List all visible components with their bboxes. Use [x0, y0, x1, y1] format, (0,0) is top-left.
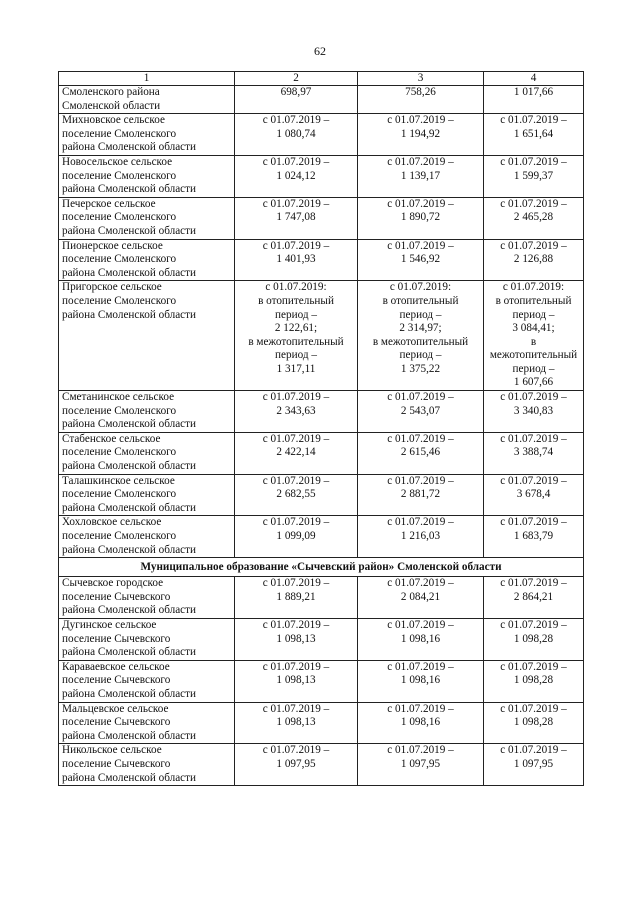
- tariff-col-3-line: с 01.07.2019 –: [387, 577, 454, 590]
- tariff-col-3: [358, 432, 484, 474]
- settlement-name-line: района Смоленской области: [62, 771, 197, 784]
- tariff-col-3-line: 1 194,92: [400, 127, 441, 140]
- settlement-name-line: района Смоленской области: [62, 646, 197, 659]
- tariff-col-2-line: 1 889,21: [276, 590, 316, 603]
- table-row: [59, 197, 584, 239]
- settlement-name-line: Караваевское сельское: [62, 660, 170, 673]
- settlement-name-line: поселение Смоленского: [62, 446, 177, 459]
- table-row: [59, 516, 584, 558]
- tariff-col-3: [358, 577, 484, 619]
- tariff-col-3: [358, 155, 484, 197]
- tariff-col-2-line: 1 080,74: [276, 127, 316, 140]
- tariff-col-3: [358, 281, 484, 391]
- tariff-col-4-line: 1 098,28: [513, 632, 554, 645]
- tariff-col-4: [484, 577, 584, 619]
- tariff-col-2: [235, 281, 358, 391]
- table-row: [59, 239, 584, 281]
- tariff-col-3-line: с 01.07.2019 –: [387, 239, 454, 252]
- settlement-name-line: Смоленской области: [62, 99, 161, 112]
- settlement-name-line: Дугинское сельское: [62, 618, 157, 631]
- tariff-col-2: [235, 155, 358, 197]
- tariff-col-3-line: 1 098,16: [400, 674, 441, 687]
- column-number: 3: [358, 72, 484, 86]
- tariff-col-3-line: с 01.07.2019 –: [387, 197, 454, 210]
- settlement-name-line: Новосельское сельское: [62, 155, 173, 168]
- tariff-col-4: [484, 618, 584, 660]
- settlement-name-line: Никольское сельское: [62, 744, 162, 757]
- tariff-col-2-line: 1 317,11: [276, 362, 316, 375]
- tariff-col-4-line: с 01.07.2019:: [502, 281, 565, 294]
- tariff-col-4-line: 2 864,21: [513, 590, 554, 603]
- tariff-col-3: [358, 660, 484, 702]
- settlement-name-line: Хохловское сельское: [62, 516, 162, 529]
- tariff-col-4-line: с 01.07.2019 –: [500, 516, 567, 529]
- settlement-name: [59, 432, 235, 474]
- tariff-table: [58, 71, 584, 786]
- tariff-col-4: [484, 744, 584, 786]
- tariff-col-4-line: 3 340,83: [513, 404, 554, 417]
- tariff-col-2-line: с 01.07.2019 –: [262, 660, 330, 673]
- tariff-col-4-line: 1 599,37: [513, 169, 554, 182]
- tariff-col-2-line: с 01.07.2019 –: [262, 618, 330, 631]
- tariff-col-2-line: с 01.07.2019 –: [262, 391, 330, 404]
- settlement-name-line: района Смоленской области: [62, 543, 197, 556]
- tariff-col-2-line: с 01.07.2019:: [265, 281, 327, 294]
- settlement-name: [59, 239, 235, 281]
- settlement-name-line: района Смоленской области: [62, 266, 197, 279]
- tariff-col-4-line: с 01.07.2019 –: [500, 702, 567, 715]
- settlement-name-line: поселение Сычевского: [62, 632, 171, 645]
- tariff-col-3-line: 2 543,07: [400, 404, 441, 417]
- tariff-col-3-line: 1 546,92: [400, 253, 441, 266]
- table-row: [59, 660, 584, 702]
- tariff-col-2-line: 1 747,08: [276, 211, 316, 224]
- tariff-col-3: [358, 516, 484, 558]
- settlement-name-line: поселение Смоленского: [62, 530, 177, 542]
- settlement-name-line: района Смоленской области: [62, 308, 197, 321]
- tariff-col-3: [358, 702, 484, 744]
- tariff-col-3-line: с 01.07.2019:: [389, 281, 452, 294]
- tariff-col-4-line: с 01.07.2019 –: [500, 474, 567, 487]
- settlement-name: [59, 618, 235, 660]
- section-title: Муниципальное образование «Сычевский район» Смоленской области: [59, 558, 584, 577]
- tariff-col-3-line: в отопительный: [382, 294, 459, 307]
- settlement-name-line: района Смоленской области: [62, 501, 197, 514]
- settlement-name-line: поселение Смоленского: [62, 211, 177, 224]
- tariff-col-2-line: с 01.07.2019 –: [262, 432, 330, 445]
- tariff-col-4-line: 1 607,66: [513, 376, 554, 389]
- tariff-col-2-line: 2 343,63: [276, 404, 316, 417]
- tariff-col-3-line: 2 615,46: [400, 446, 441, 459]
- table-row: [59, 114, 584, 156]
- tariff-col-4-line: 1 017,66: [513, 86, 554, 98]
- tariff-col-2: [235, 391, 358, 433]
- tariff-col-4: [484, 432, 584, 474]
- tariff-col-2-line: 1 098,13: [276, 674, 316, 687]
- settlement-name-line: Михновское сельское: [62, 114, 165, 127]
- tariff-col-3-line: в межотопительный: [372, 335, 469, 348]
- page-number: 62: [314, 44, 326, 58]
- tariff-col-2: [235, 197, 358, 239]
- tariff-col-4-line: 1 097,95: [513, 757, 554, 770]
- settlement-name-line: поселение Сычевского: [62, 590, 171, 603]
- tariff-col-4: [484, 114, 584, 156]
- tariff-col-4: [484, 474, 584, 516]
- tariff-col-4-line: период –: [512, 362, 555, 375]
- table-row: [59, 391, 584, 433]
- settlement-name: [59, 281, 235, 391]
- tariff-col-4-line: 1 098,28: [513, 674, 554, 687]
- settlement-name-line: поселение Смоленского: [62, 488, 177, 501]
- tariff-col-4-line: с 01.07.2019 –: [500, 577, 567, 590]
- tariff-col-3-line: период –: [399, 349, 442, 362]
- tariff-col-3: [358, 86, 484, 114]
- tariff-col-2-line: с 01.07.2019 –: [262, 516, 330, 529]
- settlement-name-line: Смоленского района: [62, 86, 160, 98]
- tariff-col-3-line: 1 098,16: [400, 632, 441, 645]
- tariff-col-3-line: 1 375,22: [400, 362, 441, 375]
- tariff-col-3-line: 758,26: [405, 86, 436, 98]
- tariff-col-3-line: 2 084,21: [400, 590, 441, 603]
- settlement-name-line: Печерское сельское: [62, 197, 156, 210]
- tariff-col-3-line: 1 097,95: [400, 757, 441, 770]
- settlement-name: [59, 516, 235, 558]
- settlement-name-line: поселение Смоленского: [62, 169, 177, 182]
- tariff-col-2: [235, 239, 358, 281]
- settlement-name-line: поселение Сычевского: [62, 757, 171, 770]
- settlement-name-line: Пионерское сельское: [62, 239, 163, 252]
- tariff-col-2-line: период –: [275, 349, 317, 362]
- tariff-col-3-line: с 01.07.2019 –: [387, 744, 454, 757]
- settlement-name-line: Пригорское сельское: [62, 281, 162, 294]
- tariff-col-2: [235, 702, 358, 744]
- settlement-name-line: района Смоленской области: [62, 183, 197, 196]
- settlement-name: [59, 86, 235, 114]
- tariff-col-2: [235, 114, 358, 156]
- tariff-col-3: [358, 618, 484, 660]
- tariff-col-2-line: с 01.07.2019 –: [262, 155, 330, 168]
- tariff-col-3: [358, 744, 484, 786]
- tariff-col-3-line: с 01.07.2019 –: [387, 702, 454, 715]
- tariff-col-3: [358, 391, 484, 433]
- tariff-col-3-line: с 01.07.2019 –: [387, 660, 454, 673]
- tariff-col-4-line: 1 683,79: [513, 530, 554, 542]
- tariff-col-3-line: 1 098,16: [400, 716, 441, 729]
- settlement-name-line: района Смоленской области: [62, 460, 197, 473]
- settlement-name: [59, 577, 235, 619]
- tariff-col-4-line: с 01.07.2019 –: [500, 432, 567, 445]
- tariff-col-2-line: 1 098,13: [276, 716, 316, 729]
- tariff-col-2-line: 1 401,93: [276, 253, 316, 266]
- tariff-col-4-line: с 01.07.2019 –: [500, 239, 567, 252]
- tariff-col-4-line: 2 126,88: [513, 253, 554, 266]
- table-row: [59, 577, 584, 619]
- tariff-col-2-line: 1 024,12: [276, 169, 316, 182]
- tariff-col-3-line: с 01.07.2019 –: [387, 474, 454, 487]
- tariff-col-4: [484, 86, 584, 114]
- settlement-name-line: поселение Сычевского: [62, 716, 171, 729]
- tariff-col-2-line: в отопительный: [258, 294, 334, 307]
- settlement-name-line: поселение Смоленского: [62, 127, 177, 140]
- tariff-col-4-line: с 01.07.2019 –: [500, 618, 567, 631]
- tariff-col-3-line: с 01.07.2019 –: [387, 155, 454, 168]
- settlement-name: [59, 702, 235, 744]
- tariff-col-4: [484, 391, 584, 433]
- tariff-col-2: [235, 86, 358, 114]
- tariff-col-2-line: 2 122,61;: [274, 322, 318, 335]
- tariff-col-3-line: с 01.07.2019 –: [387, 618, 454, 631]
- tariff-col-2: [235, 744, 358, 786]
- settlement-name: [59, 474, 235, 516]
- tariff-col-2-line: с 01.07.2019 –: [262, 197, 330, 210]
- column-number: 4: [484, 72, 584, 86]
- tariff-col-2-line: с 01.07.2019 –: [262, 577, 330, 590]
- settlement-name-line: Сметанинское сельское: [62, 391, 175, 404]
- tariff-col-3-line: 2 881,72: [400, 488, 441, 501]
- tariff-col-3-line: 1 139,17: [400, 169, 441, 182]
- tariff-col-2-line: с 01.07.2019 –: [262, 702, 330, 715]
- tariff-col-2-line: 2 682,55: [276, 488, 316, 501]
- tariff-col-2-line: с 01.07.2019 –: [262, 114, 330, 127]
- table-header-row: [59, 72, 584, 86]
- tariff-col-4-line: с 01.07.2019 –: [500, 114, 567, 127]
- settlement-name-line: района Смоленской области: [62, 141, 197, 154]
- tariff-col-3-line: 1 890,72: [400, 211, 441, 224]
- table-row: [59, 281, 584, 391]
- tariff-col-2-line: с 01.07.2019 –: [262, 474, 330, 487]
- settlement-name-line: Талашкинское сельское: [62, 474, 175, 487]
- tariff-col-2-line: 1 099,09: [276, 530, 316, 542]
- tariff-col-4-line: период –: [512, 308, 555, 321]
- tariff-col-2-line: с 01.07.2019 –: [262, 744, 330, 757]
- tariff-col-2: [235, 474, 358, 516]
- table-row: [59, 432, 584, 474]
- tariff-col-2-line: 1 097,95: [276, 757, 316, 770]
- column-number: 2: [235, 72, 358, 86]
- tariff-col-3-line: период –: [399, 308, 442, 321]
- settlement-name-line: района Смоленской области: [62, 687, 197, 700]
- settlement-name-line: района Смоленской области: [62, 604, 197, 617]
- table-row: [59, 618, 584, 660]
- tariff-col-4-line: 3 388,74: [513, 446, 554, 459]
- tariff-col-3-line: 1 216,03: [400, 530, 441, 542]
- tariff-col-3-line: 2 314,97;: [399, 322, 442, 335]
- tariff-col-4-line: с 01.07.2019 –: [500, 155, 567, 168]
- tariff-col-4-line: 2 465,28: [513, 211, 554, 224]
- tariff-col-2-line: с 01.07.2019 –: [262, 239, 330, 252]
- tariff-col-2-line: 1 098,13: [276, 632, 316, 645]
- tariff-col-4: [484, 660, 584, 702]
- tariff-col-4: [484, 239, 584, 281]
- tariff-col-4-line: 3 084,41;: [512, 322, 555, 335]
- tariff-col-4: [484, 281, 584, 391]
- tariff-col-3: [358, 474, 484, 516]
- tariff-col-3: [358, 239, 484, 281]
- settlement-name-line: района Смоленской области: [62, 224, 197, 237]
- tariff-col-3-line: с 01.07.2019 –: [387, 432, 454, 445]
- column-number: 1: [59, 72, 235, 86]
- tariff-col-4: [484, 702, 584, 744]
- table-row: [59, 702, 584, 744]
- tariff-col-2: [235, 660, 358, 702]
- tariff-col-2-line: в межотопительный: [248, 335, 344, 348]
- table-row: [59, 155, 584, 197]
- tariff-col-2: [235, 577, 358, 619]
- tariff-col-2-line: период –: [275, 308, 317, 321]
- tariff-col-4-line: с 01.07.2019 –: [500, 744, 567, 757]
- settlement-name: [59, 660, 235, 702]
- settlement-name-line: поселение Смоленского: [62, 253, 177, 266]
- tariff-col-4: [484, 155, 584, 197]
- settlement-name: [59, 114, 235, 156]
- tariff-col-4-line: с 01.07.2019 –: [500, 391, 567, 404]
- tariff-col-4-line: 1 651,64: [513, 127, 554, 140]
- tariff-col-2: [235, 516, 358, 558]
- tariff-col-2: [235, 432, 358, 474]
- tariff-col-4: [484, 516, 584, 558]
- tariff-col-4-line: в межотопительный: [489, 335, 578, 362]
- tariff-col-3: [358, 114, 484, 156]
- settlement-name: [59, 155, 235, 197]
- tariff-col-4: [484, 197, 584, 239]
- table-row: [59, 744, 584, 786]
- settlement-name: [59, 391, 235, 433]
- settlement-name-line: Стабенское сельское: [62, 432, 161, 445]
- tariff-col-4-line: с 01.07.2019 –: [500, 660, 567, 673]
- tariff-col-2-line: 2 422,14: [276, 446, 316, 459]
- table-row: [59, 474, 584, 516]
- settlement-name-line: района Смоленской области: [62, 729, 197, 742]
- table-row: [59, 86, 584, 114]
- tariff-col-2-line: 698,97: [280, 86, 312, 98]
- settlement-name: [59, 744, 235, 786]
- section-row: [59, 558, 584, 577]
- tariff-col-4-line: в отопительный: [495, 294, 572, 307]
- settlement-name-line: Мальцевское сельское: [62, 702, 169, 715]
- settlement-name-line: поселение Смоленского: [62, 294, 177, 307]
- settlement-name-line: поселение Сычевского: [62, 674, 171, 687]
- tariff-col-3-line: с 01.07.2019 –: [387, 114, 454, 127]
- tariff-col-3-line: с 01.07.2019 –: [387, 391, 454, 404]
- settlement-name-line: Сычевское городское: [62, 577, 164, 590]
- tariff-col-3: [358, 197, 484, 239]
- settlement-name-line: поселение Смоленского: [62, 404, 177, 417]
- tariff-col-2: [235, 618, 358, 660]
- settlement-name-line: района Смоленской области: [62, 418, 197, 431]
- tariff-col-4-line: 3 678,4: [516, 488, 551, 501]
- settlement-name: [59, 197, 235, 239]
- tariff-col-4-line: с 01.07.2019 –: [500, 197, 567, 210]
- tariff-col-4-line: 1 098,28: [513, 716, 554, 729]
- tariff-col-3-line: с 01.07.2019 –: [387, 516, 454, 529]
